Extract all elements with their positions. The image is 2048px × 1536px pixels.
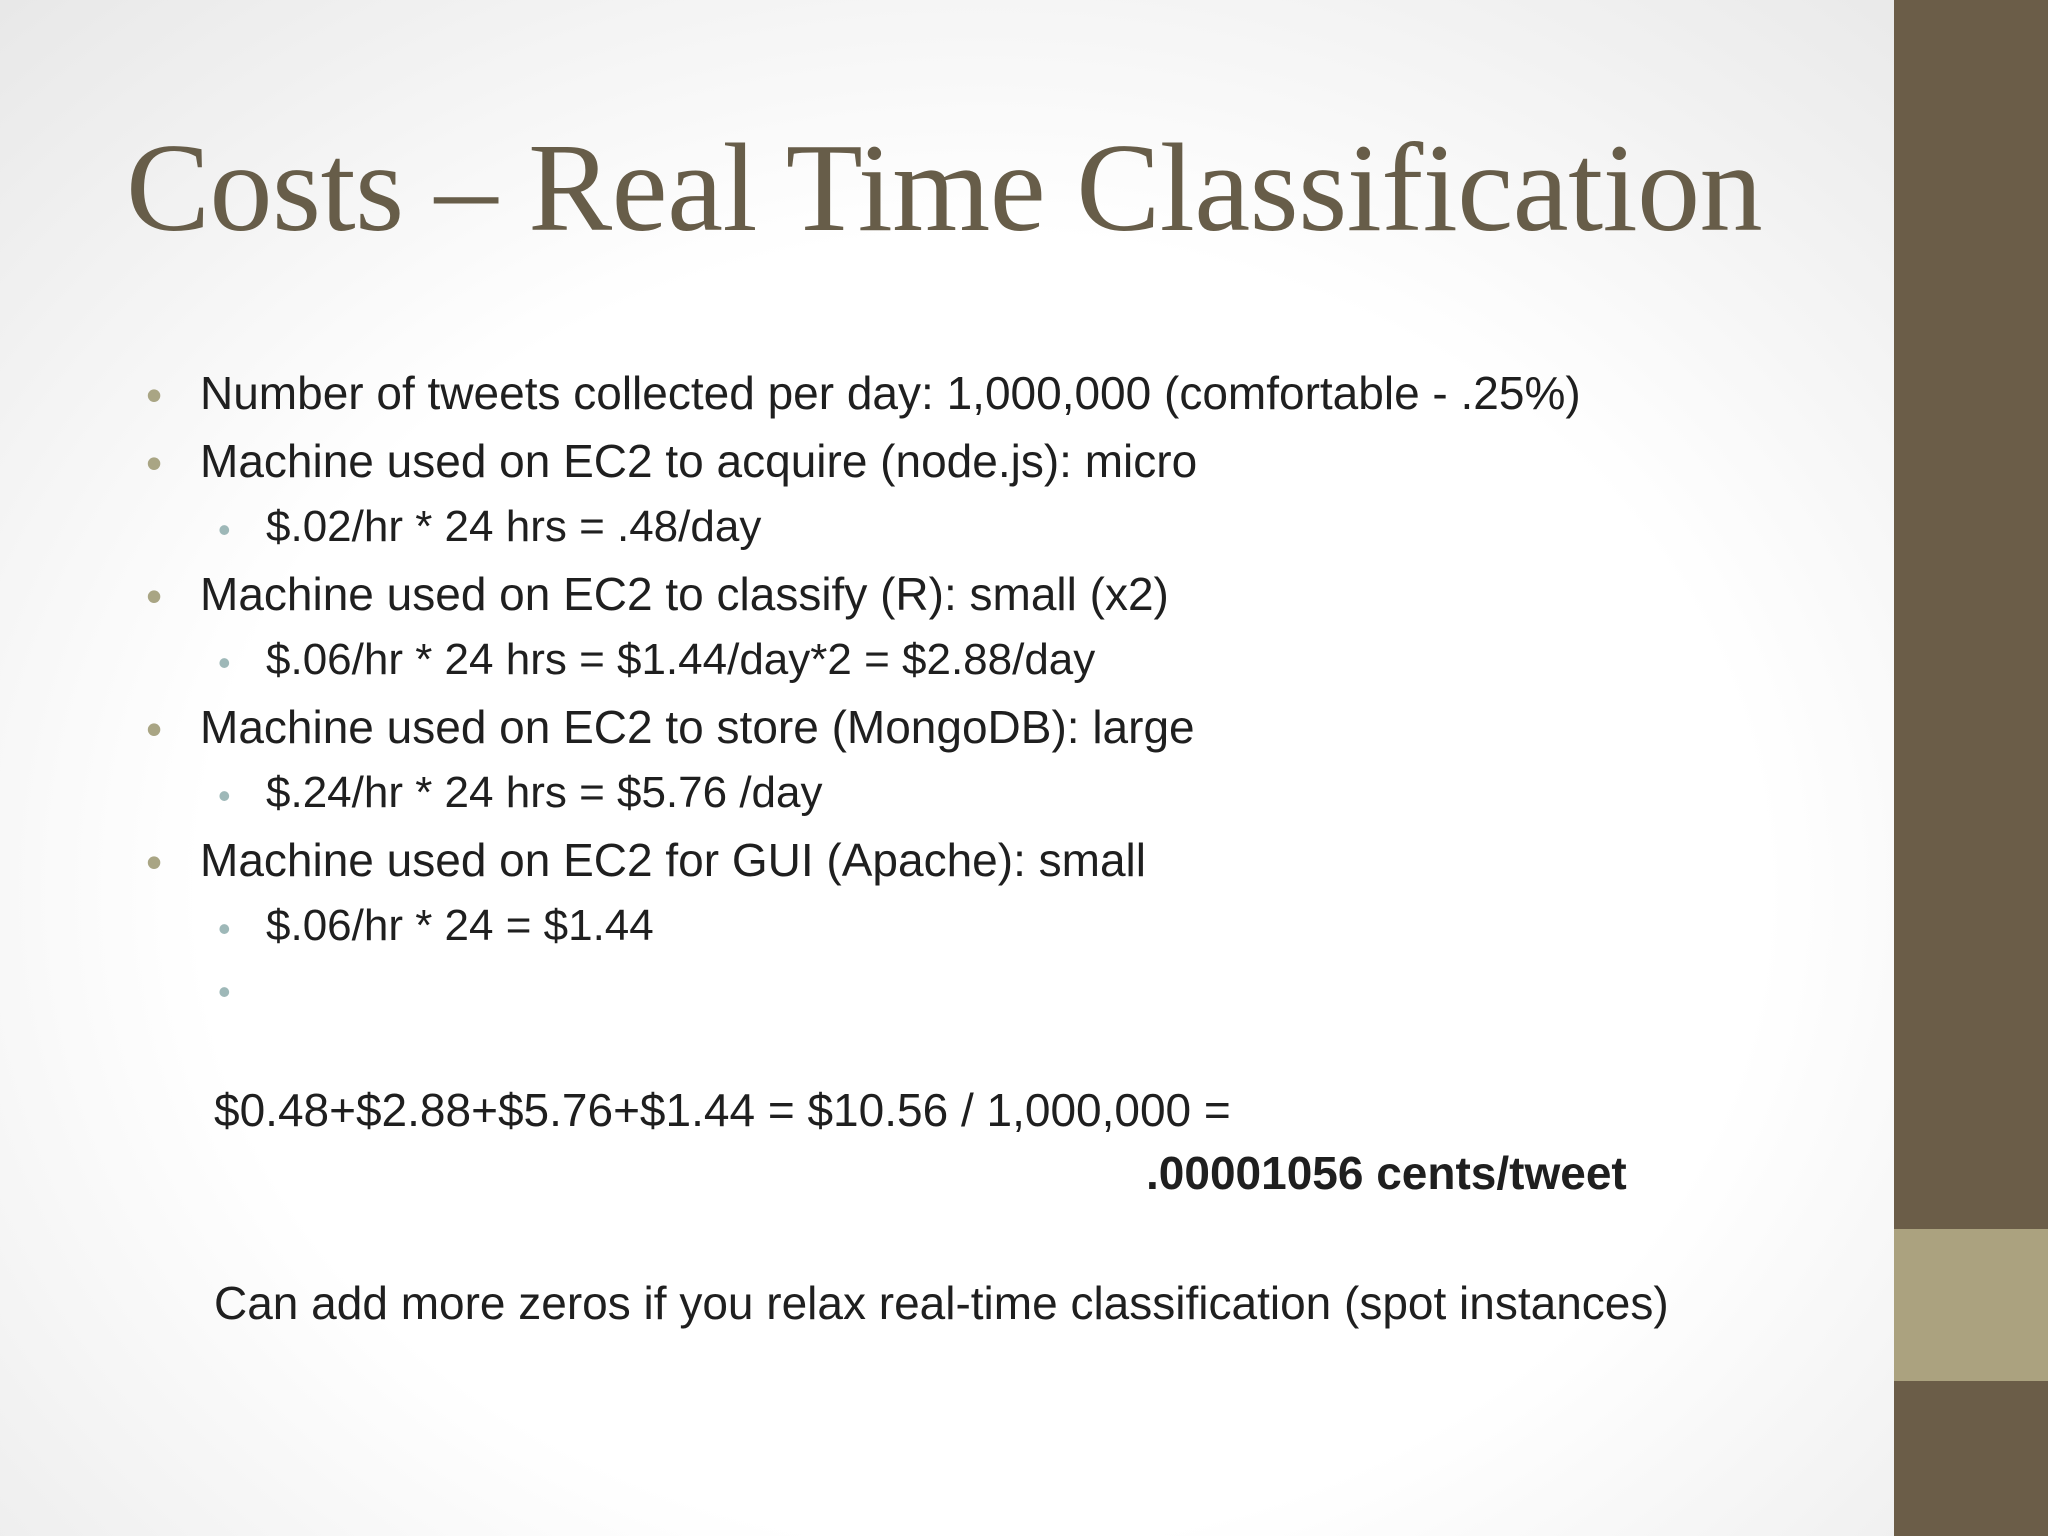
cost-per-tweet-result: .00001056 cents/tweet xyxy=(1146,1147,1627,1199)
bullet-dot-icon: • xyxy=(146,570,163,622)
sub-bullet-item: $.06/hr * 24 hrs = $1.44/day*2 = $2.88/day xyxy=(266,635,1096,684)
bullet-item: Machine used on EC2 to acquire (node.js): micro xyxy=(200,435,1198,487)
bullet-dot-icon: • xyxy=(146,369,163,421)
bullet-item: Machine used on EC2 to store (MongoDB): large xyxy=(200,701,1195,753)
cost-sum-line: $0.48+$2.88+$5.76+$1.44 = $10.56 / 1,000,000 = xyxy=(214,1084,1231,1136)
bullet-dot-icon: • xyxy=(146,703,163,755)
sub-bullet-item: $.24/hr * 24 hrs = $5.76 /day xyxy=(266,768,823,817)
bullet-item: Machine used on EC2 to classify (R): small (x2) xyxy=(200,568,1169,620)
bullet-dot-icon: • xyxy=(146,836,163,888)
bullet-dot-icon: • xyxy=(218,642,231,683)
sub-bullet-item: $.02/hr * 24 hrs = .48/day xyxy=(266,502,762,551)
bullet-item: Number of tweets collected per day: 1,000,000 (comfortable - .25%) xyxy=(200,367,1581,419)
sidebar-accent-block xyxy=(1894,1229,2048,1381)
sub-bullet-item: $.06/hr * 24 = $1.44 xyxy=(266,901,654,950)
bullet-dot-icon: • xyxy=(218,509,231,550)
bullet-dot-icon: • xyxy=(218,971,231,1012)
slide-title: Costs – Real Time Classification xyxy=(126,119,1763,258)
spot-instances-note: Can add more zeros if you relax real-time classification (spot instances) xyxy=(214,1277,1669,1329)
bullet-dot-icon: • xyxy=(218,775,231,816)
bullet-item: Machine used on EC2 for GUI (Apache): small xyxy=(200,834,1146,886)
bullet-dot-icon: • xyxy=(218,908,231,949)
bullet-dot-icon: • xyxy=(146,437,163,489)
